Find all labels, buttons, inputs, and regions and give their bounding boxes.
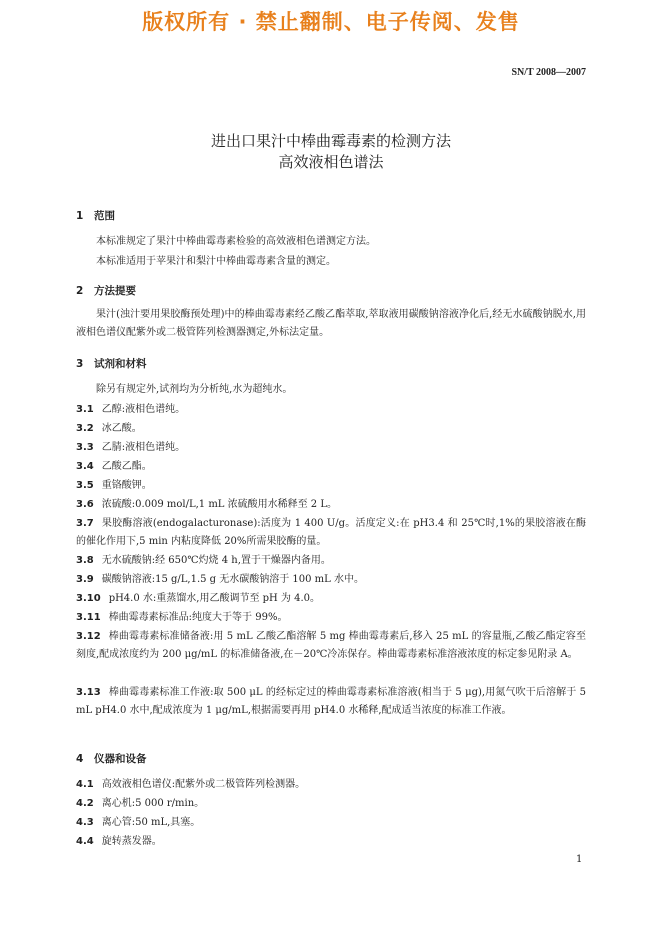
item-number: 3.5 bbox=[76, 480, 94, 491]
list-item bbox=[76, 833, 586, 851]
item-number: 3.10 bbox=[76, 593, 101, 604]
section-number: 2 bbox=[76, 285, 84, 297]
section-heading-1 bbox=[76, 208, 115, 223]
document-subtitle: 高效液相色谱法 bbox=[278, 153, 384, 171]
list-item bbox=[76, 552, 586, 570]
list-item bbox=[76, 439, 586, 457]
item-text: 旋转蒸发器。 bbox=[101, 836, 162, 847]
list-item bbox=[76, 628, 586, 664]
item-text: 乙腈:液相色谱纯。 bbox=[101, 442, 186, 453]
item-text: 棒曲霉毒素标准工作液:取 500 μL 的经标定过的棒曲霉毒素标准溶液(相当于 5 μg),用氮气吹干后溶解于 5 mL pH4.0 水中,配成浓度为 1 μg/mL,根据需要再用 pH4.0 水稀释,配成适当浓度的标准工作液。 bbox=[76, 687, 586, 716]
item-text: 果胶酶溶液(endogalacturonase):活度为 1 400 U/g。活度定义:在 pH3.4 和 25℃时,1%的果胶溶液在酶的催化作用下,5 min 内粘度降低 20%所需果胶酶的量。 bbox=[76, 518, 586, 547]
standard-code: SN/T 2008—2007 bbox=[511, 67, 586, 78]
list-item bbox=[76, 590, 586, 608]
list-item bbox=[76, 515, 586, 551]
item-number: 3.1 bbox=[76, 404, 94, 415]
watermark: 版权所有 · 禁止翻制、电子传阅、发售 bbox=[142, 10, 520, 34]
item-text: 冰乙酸。 bbox=[101, 423, 142, 434]
item-number: 3.11 bbox=[76, 612, 101, 623]
section-title: 方法提要 bbox=[94, 285, 136, 297]
item-number: 3.6 bbox=[76, 499, 94, 510]
item-number: 3.8 bbox=[76, 555, 94, 566]
section-title: 试剂和材料 bbox=[94, 358, 147, 370]
paragraph: 本标准适用于苹果汁和梨汁中棒曲霉毒素含量的测定。 bbox=[96, 256, 336, 267]
item-number: 3.7 bbox=[76, 518, 94, 529]
section-heading-3 bbox=[76, 356, 147, 371]
item-text: 离心机:5 000 r/min。 bbox=[101, 798, 205, 809]
item-text: 高效液相色谱仪:配紫外或二极管阵列检测器。 bbox=[101, 779, 306, 790]
section-number: 1 bbox=[76, 210, 84, 222]
item-number: 3.9 bbox=[76, 574, 94, 585]
item-text: 碳酸钠溶液:15 g/L,1.5 g 无水碳酸钠溶于 100 mL 水中。 bbox=[101, 574, 364, 585]
item-number: 4.2 bbox=[76, 798, 94, 809]
section-title: 仪器和设备 bbox=[94, 753, 147, 765]
item-number: 3.12 bbox=[76, 631, 101, 642]
list-item bbox=[76, 401, 586, 419]
document-title: 进出口果汁中棒曲霉毒素的检测方法 bbox=[210, 132, 451, 150]
item-text: 乙酸乙酯。 bbox=[101, 461, 152, 472]
item-text: 乙醇:液相色谱纯。 bbox=[101, 404, 186, 415]
paragraph: 除另有规定外,试剂均为分析纯,水为超纯水。 bbox=[96, 384, 293, 395]
item-number: 3.3 bbox=[76, 442, 94, 453]
item-number: 4.1 bbox=[76, 779, 94, 790]
list-item bbox=[76, 814, 586, 832]
paragraph: 果汁(浊汁要用果胶酶预处理)中的棒曲霉毒素经乙酸乙酯萃取,萃取液用碳酸钠溶液净化后,经无水硫酸钠脱水,用液相色谱仪配紫外或二极管阵列检测器测定,外标法定量。 bbox=[76, 309, 586, 338]
item-number: 4.3 bbox=[76, 817, 94, 828]
section-title: 范围 bbox=[94, 210, 115, 222]
list-item bbox=[76, 609, 586, 627]
item-text: 棒曲霉毒素标准储备液:用 5 mL 乙酸乙酯溶解 5 mg 棒曲霉毒素后,移入 25 mL 的容量瓶,乙酸乙酯定容至刻度,配成浓度约为 200 μg/mL 的标准储备液,在－20℃冷冻保存。棒曲霉毒素标准溶液浓度的标定参见附录 A。 bbox=[76, 631, 586, 660]
item-text: 浓硫酸:0.009 mol/L,1 mL 浓硫酸用水稀释至 2 L。 bbox=[101, 499, 337, 510]
list-item bbox=[76, 684, 586, 720]
list-item bbox=[76, 776, 586, 794]
item-text: pH4.0 水:重蒸馏水,用乙酸调节至 pH 为 4.0。 bbox=[108, 593, 321, 604]
item-text: 无水硫酸钠:经 650℃灼烧 4 h,置于干燥器内备用。 bbox=[101, 555, 331, 566]
section-heading-4 bbox=[76, 751, 147, 766]
section-number: 4 bbox=[76, 753, 84, 765]
list-item bbox=[76, 795, 586, 813]
paragraph: 本标准规定了果汁中棒曲霉毒素检验的高效液相色谱测定方法。 bbox=[96, 236, 376, 247]
item-number: 3.4 bbox=[76, 461, 94, 472]
item-number: 4.4 bbox=[76, 836, 94, 847]
list-item bbox=[76, 420, 586, 438]
item-number: 3.2 bbox=[76, 423, 94, 434]
list-item bbox=[76, 571, 586, 589]
item-number: 3.13 bbox=[76, 687, 101, 698]
item-text: 棒曲霉毒素标准品:纯度大于等于 99%。 bbox=[108, 612, 288, 623]
page-number: 1 bbox=[576, 854, 583, 865]
section-number: 3 bbox=[76, 358, 84, 370]
section-heading-2 bbox=[76, 283, 136, 298]
item-text: 离心管:50 mL,具塞。 bbox=[101, 817, 201, 828]
list-item bbox=[76, 496, 586, 514]
list-item bbox=[76, 477, 586, 495]
list-item bbox=[76, 458, 586, 476]
item-text: 重铬酸钾。 bbox=[101, 480, 152, 491]
